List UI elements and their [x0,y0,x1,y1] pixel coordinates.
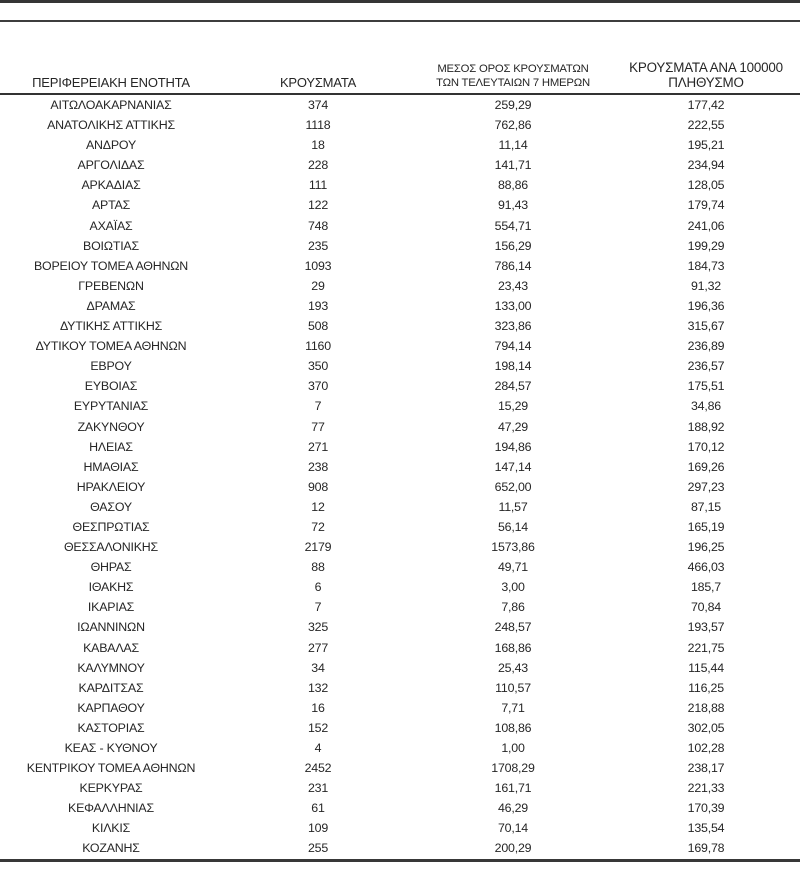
table-row [0,778,800,798]
column-header-avg7-label-line1: ΜΕΣΟΣ ΟΡΟΣ ΚΡΟΥΣΜΑΤΩΝ [437,63,589,75]
avg7-cell: 70,14 [497,821,528,836]
table-row [0,296,800,316]
avg7-cell: 108,86 [494,720,532,735]
region-cell: ΔΡΑΜΑΣ [86,298,136,313]
table-body [0,94,800,859]
avg7-cell: 161,71 [494,781,532,796]
avg7-cell: 786,14 [494,258,532,273]
cases-cell: 1093 [304,258,332,273]
per100k-cell: 184,73 [687,258,725,273]
cases-cell: 61 [311,801,325,816]
cases-cell: 132 [307,680,329,695]
region-cell: ΚΑΡΠΑΘΟΥ [77,700,145,715]
cases-cell: 111 [308,178,328,193]
per100k-cell: 236,57 [687,359,725,374]
per100k-cell: 175,51 [687,379,725,394]
table-row [0,94,800,115]
avg7-cell: 3,00 [501,580,525,595]
per100k-cell: 185,7 [690,580,721,595]
per100k-cell: 188,92 [687,419,725,434]
region-cell: ΕΥΡΥΤΑΝΙΑΣ [73,399,149,414]
avg7-cell: 7,86 [501,600,525,615]
region-cell: ΑΡΤΑΣ [91,198,131,213]
per100k-cell: 116,25 [688,680,724,695]
table-row [0,155,800,175]
table-row [0,396,800,416]
avg7-cell: 47,29 [497,419,528,434]
table-row [0,437,800,457]
avg7-cell: 91,43 [497,198,528,213]
region-cell: ΑΝΑΤΟΛΙΚΗΣ ΑΤΤΙΚΗΣ [47,118,175,133]
cases-cell: 16 [311,700,325,715]
region-cell: ΚΑΛΥΜΝΟΥ [77,660,145,675]
region-cell: ΗΜΑΘΙΑΣ [83,459,139,474]
region-cell: ΖΑΚΥΝΘΟΥ [77,419,145,434]
cases-cell: 72 [311,519,325,534]
table-row [0,838,800,858]
avg7-cell: 168,86 [494,640,532,655]
cases-cell: 374 [307,98,329,112]
avg7-cell: 156,29 [494,238,532,253]
cases-cell: 231 [307,781,329,796]
column-header-region-label: ΠΕΡΙΦΕΡΕΙΑΚΗ ΕΝΟΤΗΤΑ [32,74,190,90]
region-cell: ΚΟΖΑΝΗΣ [82,841,140,856]
table-row [0,497,800,517]
table-row [0,758,800,778]
cases-cell: 1160 [305,339,331,354]
avg7-cell: 7,71 [501,700,525,715]
region-cell: ΑΧΑΪΑΣ [89,218,133,233]
per100k-cell: 234,94 [687,158,725,173]
region-cell: ΒΟΡΕΙΟΥ ΤΟΜΕΑ ΑΘΗΝΩΝ [33,258,189,273]
region-cell: ΚΕΑΣ - ΚΥΘΝΟΥ [64,741,158,755]
cases-cell: 908 [307,479,329,494]
column-header-per100k-label-line2: ΠΛΗΘΥΣΜΟ [668,74,744,90]
table-row [0,216,800,236]
per100k-cell: 169,78 [687,841,725,856]
per100k-cell: 102,28 [687,741,725,755]
cases-cell: 6 [314,580,322,595]
avg7-cell: 49,71 [497,560,528,575]
region-cell: ΚΑΣΤΟΡΙΑΣ [77,720,145,735]
region-cell: ΓΡΕΒΕΝΩΝ [78,278,144,293]
region-cell: ΒΟΙΩΤΙΑΣ [83,238,139,253]
table-row [0,638,800,658]
table-row [0,798,800,818]
region-cell: ΑΝΔΡΟΥ [85,138,137,153]
avg7-cell: 133,00 [494,298,532,313]
per100k-cell: 221,33 [687,781,725,796]
cases-cell: 277 [307,640,329,655]
per100k-cell: 170,12 [687,439,725,454]
cases-cell: 109 [307,821,329,836]
region-cell: ΚΕΦΑΛΛΗΝΙΑΣ [68,801,154,816]
region-cell: ΑΙΤΩΛΟΑΚΑΡΝΑΝΙΑΣ [50,98,172,112]
per100k-cell: 170,39 [687,801,725,816]
per100k-cell: 70,84 [690,600,721,615]
avg7-cell: 56,14 [497,519,528,534]
cases-cell: 228 [307,158,329,173]
region-cell: ΘΕΣΣΑΛΟΝΙΚΗΣ [63,540,158,555]
table-row [0,376,800,396]
avg7-cell: 554,71 [494,218,532,233]
table-row [0,718,800,738]
cases-cell: 77 [311,419,325,434]
table-row [0,417,800,437]
cases-cell: 12 [311,499,325,514]
cases-cell: 2179 [304,540,332,555]
avg7-cell: 46,29 [497,801,528,816]
avg7-cell: 762,86 [494,118,532,133]
cases-cell: 34 [311,660,325,675]
column-header-cases-label: ΚΡΟΥΣΜΑΤΑ [279,74,357,90]
cases-cell: 2452 [304,761,332,776]
region-cell: ΗΛΕΙΑΣ [89,439,133,454]
per100k-cell: 115,44 [688,660,724,675]
region-cell: ΕΥΒΟΙΑΣ [84,379,138,394]
table-header [0,22,800,94]
per100k-cell: 196,36 [687,298,725,313]
cases-cell: 4 [314,741,322,755]
cases-cell: 7 [314,399,322,414]
per100k-cell: 195,21 [687,138,725,153]
table-row [0,256,800,276]
avg7-cell: 15,29 [497,399,528,414]
per100k-cell: 169,26 [687,459,725,474]
region-cell: ΔΥΤΙΚΟΥ ΤΟΜΕΑ ΑΘΗΝΩΝ [35,339,187,354]
region-cell: ΙΘΑΚΗΣ [88,580,134,595]
table-row [0,115,800,135]
region-cell: ΑΡΓΟΛΙΔΑΣ [77,158,145,173]
cases-cell: 255 [307,841,329,856]
per100k-cell: 238,17 [687,761,725,776]
per100k-cell: 466,03 [687,560,725,575]
per100k-cell: 241,06 [687,218,725,233]
avg7-cell: 259,29 [494,98,532,112]
column-header-avg7-label-line2: ΤΩΝ ΤΕΛΕΥΤΑΙΩΝ 7 ΗΜΕΡΩΝ [436,76,590,89]
per100k-cell: 87,15 [690,499,721,514]
cases-cell: 508 [307,319,329,334]
cases-cell: 370 [307,379,329,394]
table-row [0,175,800,195]
avg7-cell: 11,14 [498,138,528,153]
table-row [0,597,800,617]
avg7-cell: 11,57 [498,499,528,514]
region-cell: ΗΡΑΚΛΕΙΟΥ [76,479,146,494]
table-row [0,276,800,296]
table-row [0,617,800,637]
per100k-cell: 177,42 [687,98,725,112]
avg7-cell: 147,14 [494,459,532,474]
avg7-cell: 1,00 [501,741,525,755]
avg7-cell: 141,71 [494,158,532,173]
table-row [0,316,800,336]
avg7-cell: 1573,86 [491,540,535,555]
cases-cell: 29 [311,278,325,293]
per100k-cell: 135,54 [687,821,725,836]
avg7-cell: 194,86 [494,439,532,454]
region-cell: ΘΗΡΑΣ [90,560,132,575]
header-row [0,22,800,94]
per100k-cell: 236,89 [687,339,725,354]
table-row [0,195,800,215]
table-row [0,818,800,838]
cases-cell: 1118 [305,118,331,133]
region-cell: ΚΕΝΤΡΙΚΟΥ ΤΟΜΕΑ ΑΘΗΝΩΝ [26,761,196,776]
per100k-cell: 91,32 [690,278,721,293]
region-cell: ΘΕΣΠΡΩΤΙΑΣ [72,519,150,534]
column-header-per100k-label-line1: ΚΡΟΥΣΜΑΤΑ ΑΝΑ 100000 [629,60,783,75]
avg7-cell: 88,86 [497,178,528,193]
avg7-cell: 23,43 [497,278,528,293]
region-cell: ΚΑΒΑΛΑΣ [83,640,139,655]
cases-cell: 88 [311,560,325,575]
cases-cell: 7 [314,600,322,615]
table-row [0,738,800,758]
top-divider-gap [0,3,800,20]
column-header-cases [222,22,414,94]
region-cell: ΑΡΚΑΔΙΑΣ [81,178,141,193]
cases-cell: 748 [307,218,329,233]
cases-cell: 152 [307,720,329,735]
cases-cell: 122 [307,198,329,213]
table-row [0,457,800,477]
cases-cell: 271 [307,439,329,454]
avg7-cell: 1708,29 [491,761,535,776]
avg7-cell: 323,86 [494,319,532,334]
column-header-region [0,22,222,94]
avg7-cell: 248,57 [494,620,532,635]
per100k-cell: 221,75 [687,640,725,655]
cases-cell: 325 [307,620,329,635]
avg7-cell: 200,29 [494,841,532,856]
per100k-cell: 218,88 [687,700,725,715]
table-row [0,557,800,577]
per100k-cell: 222,55 [687,118,725,133]
per100k-cell: 179,74 [687,198,725,213]
per100k-cell: 302,05 [687,720,725,735]
region-cell: ΚΙΛΚΙΣ [91,821,131,836]
table-row [0,658,800,678]
region-cell: ΔΥΤΙΚΗΣ ΑΤΤΙΚΗΣ [59,319,163,334]
region-cell: ΕΒΡΟΥ [90,359,132,374]
table-row [0,236,800,256]
per100k-cell: 128,05 [687,178,725,193]
table-row [0,537,800,557]
cases-cell: 235 [307,238,329,253]
region-cell: ΙΚΑΡΙΑΣ [87,600,135,615]
cases-cell: 18 [311,138,325,153]
avg7-cell: 110,57 [495,680,531,695]
per100k-cell: 315,67 [687,319,725,334]
per100k-cell: 199,29 [687,238,725,253]
region-cell: ΙΩΑΝΝΙΝΩΝ [77,620,145,635]
table-row [0,356,800,376]
regional-cases-table [0,22,800,859]
column-header-avg7 [414,22,612,94]
avg7-cell: 198,14 [494,359,532,374]
cases-cell: 193 [307,298,329,313]
table-row [0,678,800,698]
per100k-cell: 34,86 [690,399,721,414]
per100k-cell: 297,23 [687,479,725,494]
per100k-cell: 196,25 [687,540,725,555]
table-row [0,135,800,155]
table-row [0,477,800,497]
table-row [0,577,800,597]
per100k-cell: 165,19 [687,519,725,534]
cases-cell: 350 [307,359,329,374]
table-bottom-border [0,859,800,862]
region-cell: ΘΑΣΟΥ [90,499,132,514]
cases-cell: 238 [307,459,329,474]
column-header-per100k [612,22,800,94]
avg7-cell: 794,14 [494,339,532,354]
per100k-cell: 193,57 [687,620,725,635]
table-row [0,517,800,537]
table-row [0,336,800,356]
region-cell: ΚΕΡΚΥΡΑΣ [79,781,143,796]
table-row [0,698,800,718]
region-cell: ΚΑΡΔΙΤΣΑΣ [78,680,144,695]
avg7-cell: 652,00 [494,479,532,494]
avg7-cell: 284,57 [494,379,532,394]
avg7-cell: 25,43 [497,660,528,675]
